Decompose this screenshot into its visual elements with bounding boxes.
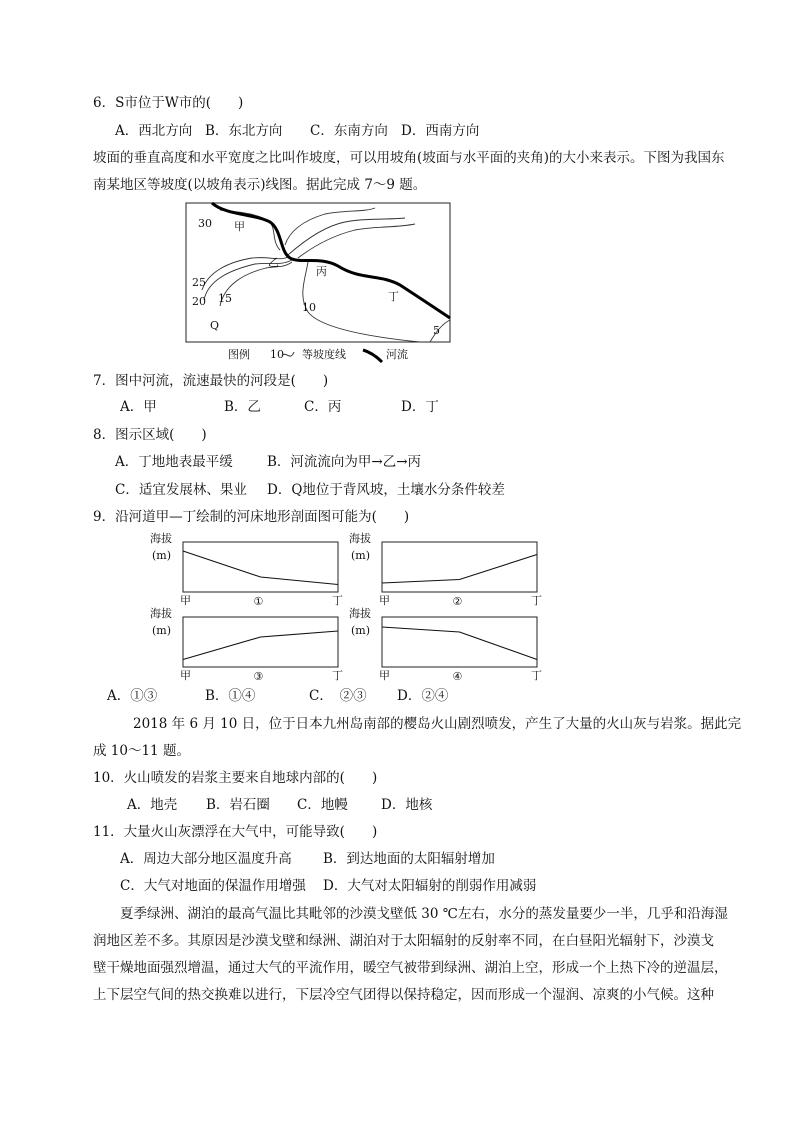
- q9-option-d[interactable]: D．②④: [397, 688, 449, 704]
- contour-label-10: 10: [302, 301, 316, 314]
- profile-yunit: (m): [152, 549, 172, 562]
- place-ding: 丁: [388, 290, 399, 303]
- q11-option-a[interactable]: A．周边大部分地区温度升高: [120, 851, 292, 867]
- place-yi: 乙: [268, 256, 279, 269]
- profile-line: [183, 551, 338, 585]
- q8-option-d[interactable]: D．Q地位于背风坡，土壤水分条件较差: [267, 482, 505, 498]
- passage-line-4: 上下层空气间的热交换难以进行，下层冷空气团得以保持稳定，因而形成一个湿润、凉爽的小气候。这种: [93, 987, 714, 1003]
- place-bing: 丙: [316, 265, 327, 278]
- q7-stem: 7．图中河流，流速最快的河段是( ): [93, 373, 329, 389]
- q6-stem: 6．S市位于W市的( ): [93, 95, 244, 111]
- profile-line: [183, 631, 338, 660]
- profile-ylabel: 海拔: [349, 532, 371, 545]
- q11-options-row-1: [120, 850, 495, 868]
- profile-yunit: (m): [152, 624, 172, 637]
- q7-option-b[interactable]: B．乙: [224, 399, 261, 415]
- profile-frame: [382, 542, 537, 592]
- place-q: Q: [210, 319, 220, 332]
- profile-end-label: 丁: [332, 594, 343, 607]
- profile-ylabel: 海拔: [349, 607, 371, 620]
- q7-option-a[interactable]: A．甲: [120, 399, 157, 415]
- profile-id-label: ③: [253, 670, 264, 682]
- profile-start-label: 甲: [180, 594, 191, 607]
- profile-frame: [183, 542, 338, 592]
- q8-option-b[interactable]: B．河流流向为甲→乙→丙: [267, 454, 422, 470]
- passage-line-1: 夏季绿洲、湖泊的最高气温比其毗邻的沙漠戈壁低 30 ℃左右，水分的蒸发量要少一半，几乎和沿海湿: [120, 906, 728, 922]
- q6-option-c[interactable]: C．东南方向: [310, 123, 388, 139]
- q9-option-c[interactable]: C． ②③: [309, 688, 367, 704]
- q10-stem: 10．火山喷发的岩浆主要来自地球内部的( ): [93, 770, 378, 786]
- q8-option-c[interactable]: C．适宜发展林、果业: [115, 482, 247, 498]
- contour-line: [298, 224, 415, 258]
- q9-options: [107, 687, 448, 705]
- map-legend: [228, 347, 408, 362]
- q11-option-b[interactable]: B．到达地面的太阳辐射增加: [323, 851, 495, 867]
- q8-options-row-1: [115, 453, 421, 471]
- profile-line: [382, 627, 537, 660]
- profile-yunit: (m): [351, 624, 371, 637]
- q10-option-b[interactable]: B．岩石圈: [206, 797, 270, 813]
- profile-frame: [183, 617, 338, 667]
- profile-ylabel: 海拔: [150, 532, 172, 545]
- q10-option-a[interactable]: A．地壳: [127, 797, 178, 813]
- contour-label-20: 20: [192, 295, 206, 308]
- contour-label-30: 30: [198, 217, 212, 230]
- contour-line: [288, 218, 405, 255]
- profile-start-label: 甲: [180, 669, 191, 682]
- legend-river-label: 河流: [386, 348, 408, 361]
- q6-options: [115, 122, 479, 140]
- passage-line-2: 润地区差不多。其原因是沙漠戈壁和绿洲、湖泊对于太阳辐射的反射率不同，在白昼阳光辐射下，沙漠戈: [93, 933, 714, 949]
- q6-option-d[interactable]: D．西南方向: [401, 123, 480, 139]
- q8-option-a[interactable]: A．丁地地表最平缓: [115, 454, 233, 470]
- q11-option-d[interactable]: D．大气对太阳辐射的削弱作用减弱: [323, 878, 537, 894]
- legend-contour-value: 10: [270, 348, 284, 361]
- profile-start-label: 甲: [379, 669, 390, 682]
- river-line: [212, 203, 450, 318]
- profile-yunit: (m): [351, 549, 371, 562]
- profile-id-label: ④: [452, 670, 463, 682]
- q10-option-d[interactable]: D．地核: [381, 797, 433, 813]
- profile-ylabel: 海拔: [150, 607, 172, 620]
- intro-10-11-line-1: 2018 年 6 月 10 日，位于日本九州岛南部的樱岛火山剧烈喷发，产生了大量的火山灰与岩浆。据此完: [133, 716, 742, 732]
- legend-title: 图例: [228, 348, 250, 361]
- profile-id-label: ①: [253, 595, 264, 608]
- q9-option-b[interactable]: B．①④: [205, 688, 256, 704]
- passage-line-3: 壁干燥地面强烈增温，通过大气的平流作用，暖空气被带到绿洲、湖泊上空，形成一个上热下冷的逆温层，: [93, 960, 728, 976]
- profile-end-label: 丁: [332, 669, 343, 682]
- profile-end-label: 丁: [531, 594, 542, 607]
- profile-line: [382, 555, 537, 584]
- q10-option-c[interactable]: C．地幔: [297, 797, 348, 813]
- q6-option-b[interactable]: B．东北方向: [205, 123, 283, 139]
- profile-frame: [382, 617, 537, 667]
- intro-10-11-line-2: 成 10～11 题。: [93, 743, 190, 759]
- q11-option-c[interactable]: C．大气对地面的保温作用增强: [120, 878, 306, 894]
- q8-stem: 8．图示区域( ): [93, 427, 207, 443]
- intro-7-9-line-1: 坡面的垂直高度和水平宽度之比叫作坡度，可以用坡角(坡面与水平面的夹角)的大小来表示。下图为我国东: [93, 150, 725, 166]
- legend-river-icon: [363, 350, 382, 362]
- q11-options-row-2: [120, 877, 536, 895]
- contour-label-5: 5: [433, 324, 440, 337]
- q6-option-a[interactable]: A．西北方向: [115, 123, 193, 139]
- intro-7-9-line-2: 南某地区等坡度(以坡角表示)线图。据此完成 7～9 题。: [93, 177, 427, 193]
- slope-contour-map: [180, 200, 460, 365]
- profile-end-label: 丁: [531, 669, 542, 682]
- river-profile-charts: [140, 530, 560, 682]
- q7-options: [120, 398, 439, 416]
- q9-stem: 9．沿河道甲—丁绘制的河床地形剖面图可能为( ): [93, 509, 410, 525]
- q8-options-row-2: [115, 481, 505, 499]
- q7-option-d[interactable]: D．丁: [401, 399, 439, 415]
- legend-contour-label: 等坡度线: [302, 348, 346, 361]
- place-jia: 甲: [234, 220, 245, 233]
- contour-label-25: 25: [192, 276, 206, 289]
- q11-stem: 11．大量火山灰漂浮在大气中，可能导致( ): [93, 824, 378, 840]
- contour-label-15: 15: [218, 292, 232, 305]
- q9-option-a[interactable]: A．①③: [107, 688, 158, 704]
- profile-start-label: 甲: [379, 594, 390, 607]
- q7-option-c[interactable]: C．丙: [304, 399, 342, 415]
- profile-id-label: ②: [452, 595, 463, 608]
- q10-options: [127, 796, 432, 814]
